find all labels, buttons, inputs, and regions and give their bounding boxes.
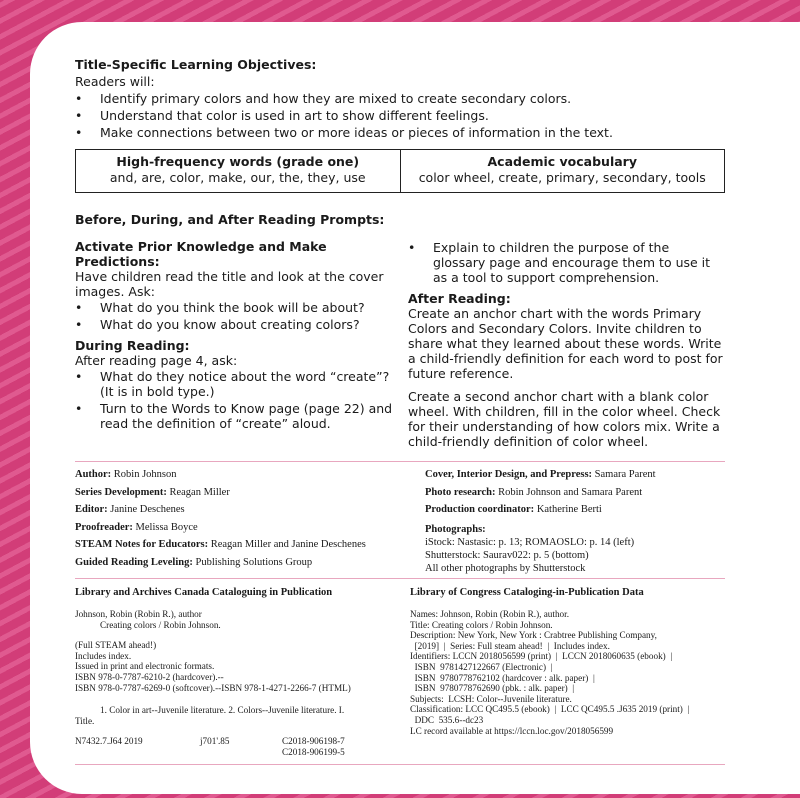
- lac-codes: C2018-906198-7 C2018-906199-5: [282, 736, 345, 758]
- lac-title: Creating colors / Robin Johnson.: [100, 619, 221, 630]
- credit-line: Production coordinator: Katherine Berti: [425, 504, 602, 515]
- photo-credits: [425, 523, 725, 575]
- loc-line: Title: Creating colors / Robin Johnson.: [410, 619, 553, 630]
- photo-credit-line: Shutterstock: Saurav022: p. 5 (bottom): [425, 549, 589, 561]
- loc-line: Classification: LCC QC495.5 (ebook) | LCC QC495.5 .J635 2019 (print) |: [410, 704, 690, 715]
- list-item: • Make connections between two or more ideas or pieces of information in the text.: [75, 125, 725, 140]
- after-heading: After Reading:: [408, 291, 511, 306]
- prompts-columns: [75, 239, 725, 449]
- loc-line: DDC 535.6--dc23: [410, 715, 484, 726]
- credit-line: Cover, Interior Design, and Prepress: Samara Parent: [425, 469, 656, 480]
- loc-line: Identifiers: LCCN 2018056599 (print) | LCCN 2018060635 (ebook) |: [410, 651, 673, 662]
- prompts-right-column: [408, 239, 725, 449]
- activate-heading: Activate Prior Knowledge and Make Predictions:: [75, 239, 327, 269]
- credit-line: Series Development: Reagan Miller: [75, 486, 230, 498]
- after-text-1: Create an anchor chart with the words Primary Colors and Secondary Colors. Invite children to share what they learned about these words. Write a child-friendly definition for each word to post for future reference.: [408, 306, 723, 381]
- high-frequency-cell: [76, 150, 401, 193]
- credit-line: Author: Robin Johnson: [75, 469, 177, 480]
- list-item: • Identify primary colors and how they are mixed to create secondary colors.: [75, 91, 725, 106]
- list-item: • Explain to children the purpose of the glossary page and encourage them to use it as a tool to support comprehension.: [408, 240, 725, 285]
- divider: [75, 578, 725, 579]
- after-text-2: Create a second anchor chart with a blank color wheel. With children, fill in the color wheel. Check for their understanding of how colors mix. Write a child-friendly definition of color wheel.: [408, 389, 721, 449]
- academic-vocabulary-heading: Academic vocabulary: [487, 154, 637, 169]
- loc-line: [2019] | Series: Full steam ahead! | Includes index.: [410, 640, 610, 651]
- credits: [75, 466, 725, 575]
- objectives-list: [75, 91, 725, 140]
- list-item: • What do you think the book will be about?: [75, 300, 398, 315]
- academic-vocabulary-cell: [400, 150, 725, 193]
- divider: [75, 764, 725, 765]
- lac-line: Issued in print and electronic formats.: [75, 661, 215, 672]
- list-item: • Understand that color is used in art to show different feelings.: [75, 108, 725, 123]
- lac-dewey: j701'.85: [200, 736, 230, 747]
- loc-line: ISBN 9780778762102 (hardcover : alk. paper) |: [410, 672, 595, 683]
- divider: [75, 461, 725, 462]
- lac-call-row: [75, 736, 410, 757]
- activate-list: [75, 300, 398, 332]
- objectives-title: Title-Specific Learning Objectives:: [75, 57, 317, 72]
- loc-line: ISBN 9780778762690 (pbk. : alk. paper) |: [410, 683, 575, 694]
- credit-line: Proofreader: Melissa Boyce: [75, 521, 198, 533]
- during-heading: During Reading:: [75, 338, 190, 353]
- glossary-list: [408, 240, 725, 285]
- photographs-label: Photographs:: [425, 523, 486, 535]
- objectives-intro: Readers will:: [75, 74, 155, 89]
- lac-line: ISBN 978-0-7787-6210-2 (hardcover).--: [75, 672, 224, 683]
- during-text: After reading page 4, ask:: [75, 353, 238, 368]
- lac-callno: N7432.7.J64 2019: [75, 736, 143, 747]
- during-list: [75, 369, 398, 431]
- loc-line: LC record available at https://lccn.loc.gov/2018056599: [410, 725, 614, 736]
- loc-block: [410, 588, 725, 758]
- lac-line: ISBN 978-0-7787-6269-0 (softcover).--ISBN 978-1-4271-2266-7 (HTML): [75, 682, 351, 693]
- high-frequency-heading: High-frequency words (grade one): [116, 154, 360, 169]
- words-table: [75, 149, 725, 193]
- photo-credit-line: All other photographs by Shutterstock: [425, 562, 586, 574]
- lac-heading: Library and Archives Canada Cataloguing in Publication: [75, 586, 333, 598]
- prompts-left-column: [75, 239, 398, 449]
- academic-vocabulary-words: color wheel, create, primary, secondary, tools: [418, 170, 706, 185]
- lac-subjects: 1. Color in art--Juvenile literature. 2. Colors--Juvenile literature. I. Title.: [75, 705, 345, 726]
- credits-right: [425, 466, 725, 575]
- loc-line: Subjects: LCSH: Color--Juvenile literature.: [410, 693, 572, 704]
- prompts-title: Before, During, and After Reading Prompts:: [75, 212, 385, 227]
- credit-line: STEAM Notes for Educators: Reagan Miller and Janine Deschenes: [75, 539, 366, 550]
- list-item: • What do they notice about the word “create”? (It is in bold type.): [75, 369, 398, 399]
- credit-line: Editor: Janine Deschenes: [75, 504, 185, 515]
- page-content: [75, 56, 725, 765]
- loc-line: ISBN 9781427122667 (Electronic) |: [410, 662, 553, 673]
- list-item: • What do you know about creating colors?: [75, 317, 398, 332]
- list-item: • Turn to the Words to Know page (page 22) and read the definition of “create” aloud.: [75, 401, 398, 431]
- credit-line: Guided Reading Leveling: Publishing Solutions Group: [75, 556, 313, 568]
- loc-line: Description: New York, New York : Crabtree Publishing Company,: [410, 630, 657, 641]
- credit-line: Photo research: Robin Johnson and Samara Parent: [425, 486, 643, 498]
- high-frequency-words: and, are, color, make, our, the, they, use: [109, 170, 366, 185]
- lac-line: Includes index.: [75, 650, 132, 661]
- credits-left: [75, 466, 425, 575]
- lac-author: Johnson, Robin (Robin R.), author: [75, 609, 202, 620]
- photo-credit-line: iStock: Nastasic: p. 13; ROMAOSLO: p. 14 (left): [425, 536, 635, 548]
- loc-heading: Library of Congress Cataloging-in-Publication Data: [410, 586, 644, 598]
- lac-line: (Full STEAM ahead!): [75, 640, 157, 651]
- loc-line: Names: Johnson, Robin (Robin R.), author.: [410, 609, 569, 620]
- activate-text: Have children read the title and look at the cover images. Ask:: [75, 269, 384, 299]
- catalog: [75, 588, 725, 758]
- lac-block: [75, 588, 410, 758]
